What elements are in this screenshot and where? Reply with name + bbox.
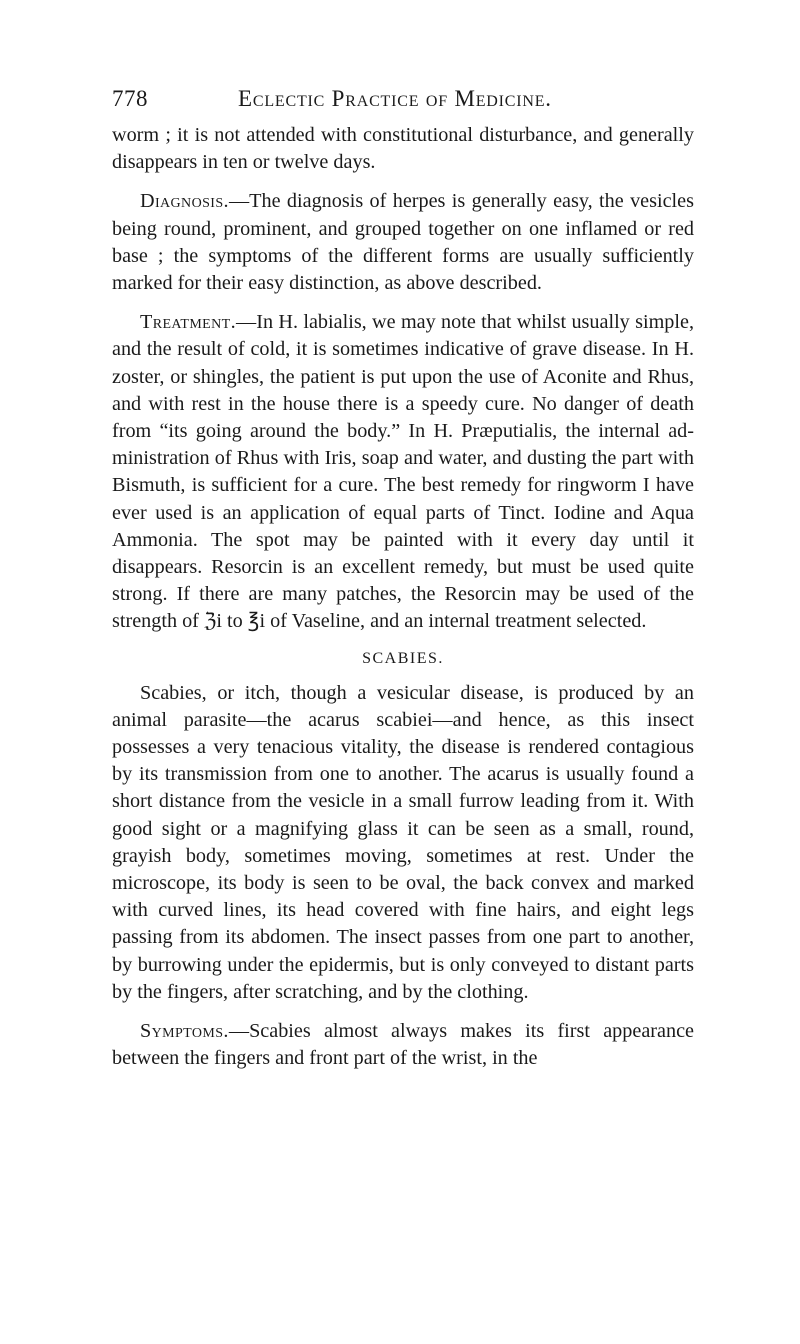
page-header — [112, 84, 692, 114]
run-in-heading-diagnosis: Diagnosis. — [140, 190, 229, 213]
page-number: 778 — [112, 86, 148, 111]
running-title: Eclectic Practice of Medicine. — [238, 86, 552, 111]
run-in-heading-symptoms: Symptoms. — [140, 1020, 229, 1043]
body-text — [112, 122, 694, 1073]
paragraph-text: —The diagnosis of herpes is generally easy, the vesicles being round, prominent, and grouped together on one inflamed or red base ; the symptoms of the different forms are usually sufficiently marked for their easy distinction, as above described. — [112, 190, 694, 295]
paragraph-text: worm ; it is not attended with constitutional disturbance, and generally disappears in ten or twelve days. — [112, 124, 694, 174]
run-in-heading-treatment: Treatment. — [140, 311, 237, 334]
paragraph-scabies-intro — [112, 680, 694, 1006]
paragraph-text: —In H. labialis, we may note that whilst usually simple, and the result of cold, it is sometimes indicative of grave disease. In H. zoster, or shingles, the patient is put upon the use of Aconite and Rhus, and with rest in the house there is a speedy cure. No danger of death from “its going around the body.” In H. Præputialis, the internal administration of Rhus with Iris, soap and water, and dusting the part with Bismuth, is sufficient for a cure. The best remedy for ringworm I have ever used is an application of equal parts of Tinct. Iodine and Aqua Ammonia. The spot may be painted with it every day until it disappears. Resorcin is an excellent remedy, but must be used quite strong. If there are many patches, the Resorcin may be used of the strength of ℨi to ℥i of Vaseline, and an internal treatment selected. — [112, 311, 694, 633]
paragraph-continuation — [112, 122, 694, 176]
paragraph-symptoms — [112, 1018, 694, 1072]
paragraph-text: Scabies, or itch, though a vesicular disease, is produced by an animal parasite—the acarus scabiei—and hence, as this insect possesses a very tenacious vitality, the disease is rendered contagious by its transmission from one to another. The acarus is usually found a short distance from the vesicle in a small furrow leading from it. With good sight or a magnifying glass it can be seen as a small, round, grayish body, sometimes moving, sometimes at rest. Under the microscope, its body is seen to be oval, the back convex and marked with curved lines, its head covered with fine hairs, and eight legs passing from its abdomen. The insect passes from one part to another, by burrowing under the epidermis, but is only conveyed to distant parts by the fingers, after scratching, and by the clothing. — [112, 681, 694, 1003]
paragraph-text: —Scabies almost always makes its first appearance between the fingers and front part of the wrist, in the — [112, 1020, 694, 1070]
paragraph-treatment — [112, 309, 694, 635]
section-heading-scabies: SCABIES. — [362, 649, 444, 667]
paragraph-diagnosis — [112, 188, 694, 297]
